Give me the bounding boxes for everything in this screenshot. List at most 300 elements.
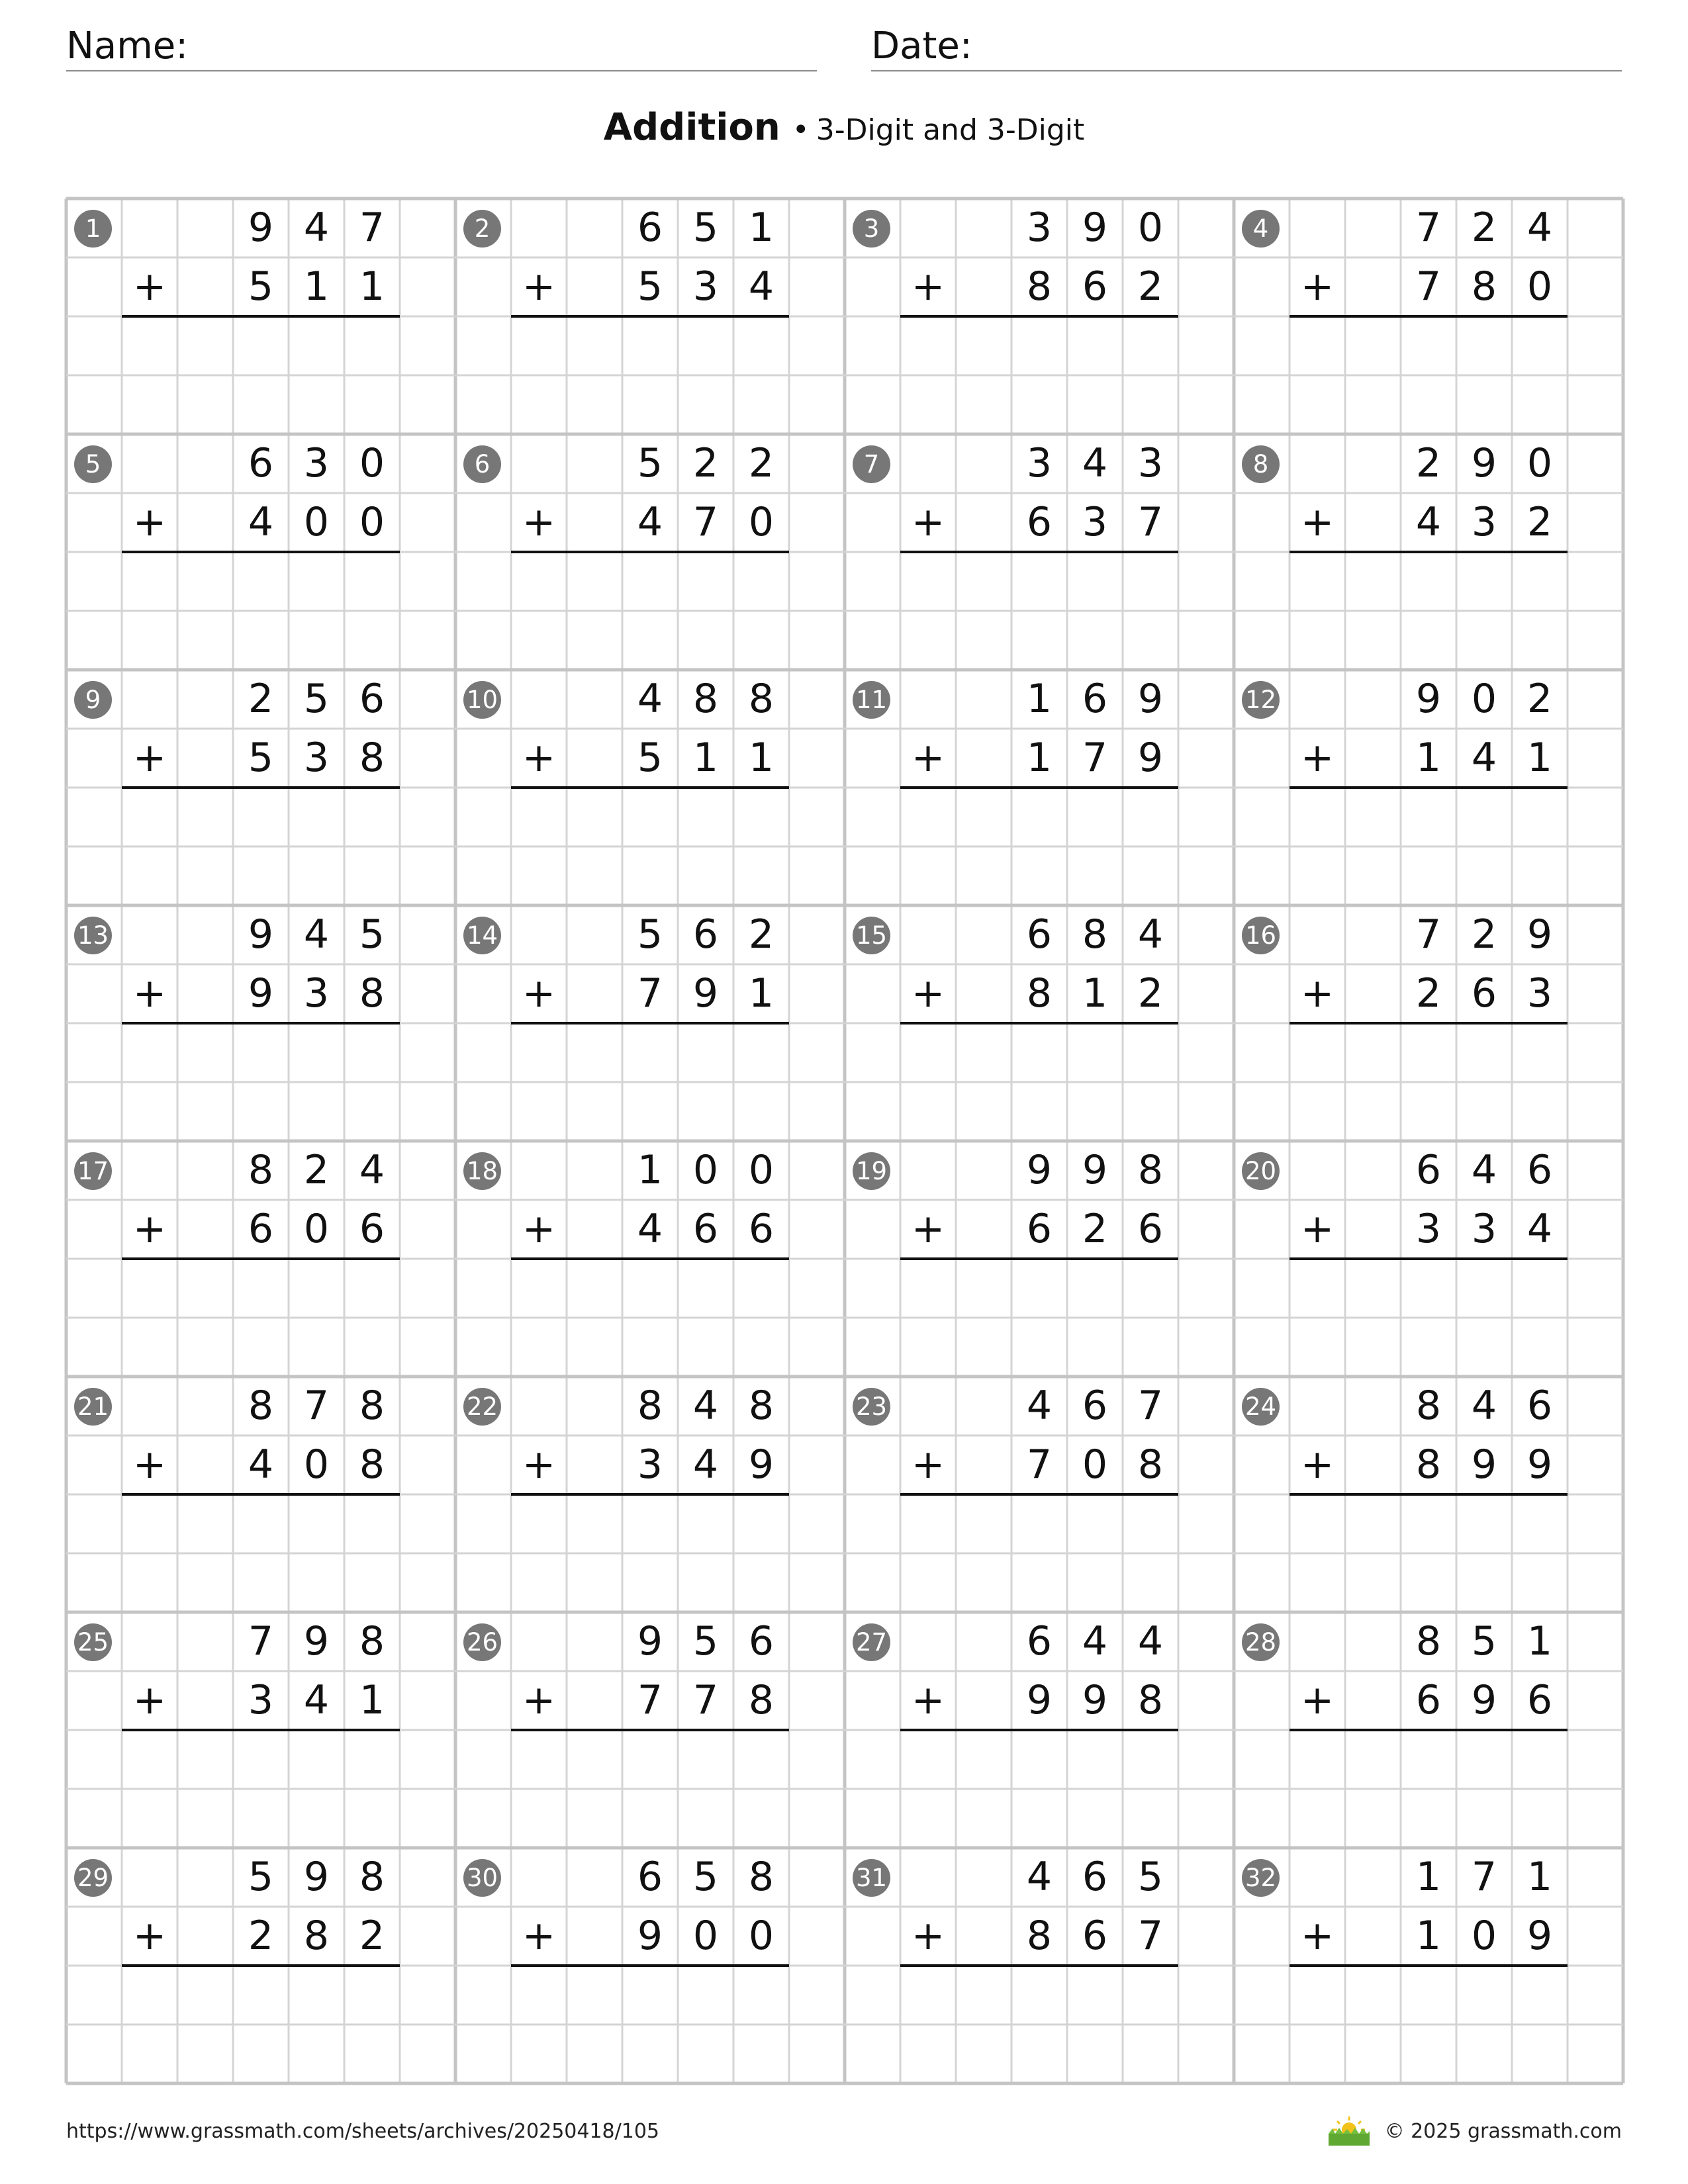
bottom-addend-digit: 2 — [1415, 970, 1442, 1017]
problem — [66, 1377, 455, 1612]
problem-number-badge: 26 — [463, 1623, 501, 1661]
bottom-addend-digit: 8 — [1026, 1913, 1053, 1959]
top-addend-digit: 6 — [748, 1618, 774, 1664]
top-addend-digit: 9 — [1137, 676, 1164, 722]
bottom-addend-digit: 6 — [248, 1206, 274, 1252]
problem — [455, 1848, 845, 2083]
answer-line — [511, 1493, 789, 1496]
plus-sign: + — [1300, 970, 1335, 1017]
plus-sign: + — [911, 735, 945, 781]
footer-url: https://www.grassmath.com/sheets/archives/20250418/105 — [66, 2120, 660, 2143]
top-addend-digit: 3 — [1026, 205, 1053, 251]
bottom-addend-digit: 4 — [692, 1441, 719, 1488]
top-addend-digit: 7 — [1415, 205, 1442, 251]
bottom-addend-digit: 1 — [1026, 735, 1053, 781]
bottom-addend-digit: 8 — [359, 1441, 385, 1488]
problem — [455, 1141, 845, 1377]
bottom-addend-digit: 6 — [1526, 1677, 1553, 1723]
plus-sign: + — [911, 263, 945, 310]
top-addend-digit: 2 — [248, 676, 274, 722]
top-addend-digit: 2 — [1415, 440, 1442, 486]
answer-line — [1289, 315, 1568, 318]
problem — [66, 670, 455, 905]
top-addend-digit: 6 — [1526, 1147, 1553, 1193]
problem-number-badge: 32 — [1242, 1859, 1280, 1897]
plus-sign: + — [1300, 1441, 1335, 1488]
top-addend-digit: 6 — [637, 205, 663, 251]
top-addend-digit: 1 — [748, 205, 774, 251]
plus-sign: + — [911, 1677, 945, 1723]
top-addend-digit: 9 — [1082, 205, 1108, 251]
bottom-addend-digit: 8 — [1137, 1677, 1164, 1723]
bottom-addend-digit: 7 — [637, 1677, 663, 1723]
problem — [1234, 1848, 1623, 2083]
problem — [1234, 199, 1623, 434]
answer-line — [511, 1964, 789, 1967]
plus-sign: + — [522, 735, 556, 781]
top-addend-digit: 3 — [1026, 440, 1053, 486]
plus-sign: + — [132, 970, 167, 1017]
bottom-addend-digit: 6 — [1026, 1206, 1053, 1252]
problem — [455, 434, 845, 670]
top-addend-digit: 2 — [748, 440, 774, 486]
answer-line — [1289, 1022, 1568, 1024]
bottom-addend-digit: 8 — [1471, 263, 1497, 310]
bottom-addend-digit: 1 — [1082, 970, 1108, 1017]
top-addend-digit: 4 — [1026, 1383, 1053, 1429]
problem — [66, 199, 455, 434]
problem-number-badge: 1 — [74, 210, 112, 248]
bottom-addend-digit: 0 — [1471, 1913, 1497, 1959]
bottom-addend-digit: 4 — [637, 499, 663, 545]
problem — [845, 1377, 1234, 1612]
answer-line — [1289, 1493, 1568, 1496]
top-addend-digit: 4 — [1471, 1147, 1497, 1193]
bottom-addend-digit: 4 — [1415, 499, 1442, 545]
plus-sign: + — [132, 735, 167, 781]
bottom-addend-digit: 7 — [637, 970, 663, 1017]
bottom-addend-digit: 9 — [1471, 1677, 1497, 1723]
bottom-addend-digit: 8 — [748, 1677, 774, 1723]
plus-sign: + — [1300, 735, 1335, 781]
plus-sign: + — [132, 263, 167, 310]
problem-number-badge: 16 — [1242, 917, 1280, 954]
bottom-addend-digit: 0 — [1082, 1441, 1108, 1488]
title-separator: • — [792, 113, 810, 147]
bottom-addend-digit: 6 — [1471, 970, 1497, 1017]
problem — [845, 199, 1234, 434]
bottom-addend-digit: 3 — [692, 263, 719, 310]
bottom-addend-digit: 1 — [1415, 735, 1442, 781]
answer-line — [511, 551, 789, 553]
bottom-addend-digit: 0 — [748, 499, 774, 545]
answer-line — [511, 786, 789, 789]
plus-sign: + — [911, 1913, 945, 1959]
answer-line — [122, 551, 400, 553]
bottom-addend-digit: 9 — [1026, 1677, 1053, 1723]
top-addend-digit: 9 — [1471, 440, 1497, 486]
plus-sign: + — [911, 499, 945, 545]
bottom-addend-digit: 0 — [748, 1913, 774, 1959]
top-addend-digit: 8 — [748, 676, 774, 722]
top-addend-digit: 9 — [303, 1854, 330, 1900]
top-addend-digit: 9 — [1026, 1147, 1053, 1193]
problem — [455, 1377, 845, 1612]
plus-sign: + — [522, 1677, 556, 1723]
top-addend-digit: 5 — [359, 911, 385, 958]
problem-number-badge: 12 — [1242, 681, 1280, 719]
top-addend-digit: 7 — [1137, 1383, 1164, 1429]
top-addend-digit: 2 — [1471, 205, 1497, 251]
answer-line — [900, 315, 1178, 318]
top-addend-digit: 8 — [1082, 911, 1108, 958]
bottom-addend-digit: 2 — [359, 1913, 385, 1959]
bottom-addend-digit: 6 — [1415, 1677, 1442, 1723]
answer-line — [900, 1729, 1178, 1731]
answer-line — [900, 786, 1178, 789]
top-addend-digit: 9 — [637, 1618, 663, 1664]
top-addend-digit: 5 — [637, 440, 663, 486]
plus-sign: + — [911, 970, 945, 1017]
top-addend-digit: 6 — [1082, 676, 1108, 722]
bottom-addend-digit: 1 — [748, 970, 774, 1017]
bottom-addend-digit: 4 — [748, 263, 774, 310]
top-addend-digit: 2 — [692, 440, 719, 486]
problem-number-badge: 27 — [853, 1623, 890, 1661]
problem-number-badge: 2 — [463, 210, 501, 248]
top-addend-digit: 4 — [1137, 1618, 1164, 1664]
answer-line — [1289, 1964, 1568, 1967]
problem — [66, 1612, 455, 1848]
answer-line — [122, 315, 400, 318]
top-addend-digit: 8 — [248, 1147, 274, 1193]
answer-line — [900, 1257, 1178, 1260]
bottom-addend-digit: 8 — [1415, 1441, 1442, 1488]
top-addend-digit: 6 — [1526, 1383, 1553, 1429]
problem — [845, 670, 1234, 905]
bottom-addend-digit: 6 — [1082, 1913, 1108, 1959]
bottom-addend-digit: 5 — [248, 735, 274, 781]
bottom-addend-digit: 8 — [1026, 263, 1053, 310]
problem-number-badge: 13 — [74, 917, 112, 954]
top-addend-digit: 7 — [1415, 911, 1442, 958]
problem-number-badge: 4 — [1242, 210, 1280, 248]
top-addend-digit: 8 — [748, 1854, 774, 1900]
answer-line — [1289, 1257, 1568, 1260]
top-addend-digit: 7 — [303, 1383, 330, 1429]
bottom-addend-digit: 3 — [248, 1677, 274, 1723]
top-addend-digit: 1 — [1526, 1618, 1553, 1664]
plus-sign: + — [522, 499, 556, 545]
problem — [455, 905, 845, 1141]
plus-sign: + — [522, 970, 556, 1017]
plus-sign: + — [132, 1206, 167, 1252]
problem — [66, 1848, 455, 2083]
bottom-addend-digit: 6 — [1082, 263, 1108, 310]
top-addend-digit: 8 — [359, 1854, 385, 1900]
top-addend-digit: 9 — [1082, 1147, 1108, 1193]
bottom-addend-digit: 7 — [692, 1677, 719, 1723]
answer-line — [900, 1493, 1178, 1496]
top-addend-digit: 8 — [248, 1383, 274, 1429]
top-addend-digit: 0 — [1526, 440, 1553, 486]
top-addend-digit: 7 — [248, 1618, 274, 1664]
bottom-addend-digit: 8 — [359, 970, 385, 1017]
answer-line — [122, 1729, 400, 1731]
top-addend-digit: 4 — [1026, 1854, 1053, 1900]
top-addend-digit: 6 — [1026, 911, 1053, 958]
bottom-addend-digit: 7 — [1137, 1913, 1164, 1959]
top-addend-digit: 2 — [748, 911, 774, 958]
top-addend-digit: 9 — [1526, 911, 1553, 958]
problem-number-badge: 10 — [463, 681, 501, 719]
top-addend-digit: 5 — [1137, 1854, 1164, 1900]
bottom-addend-digit: 2 — [1137, 970, 1164, 1017]
problem-number-badge: 11 — [853, 681, 890, 719]
answer-line — [122, 1257, 400, 1260]
bottom-addend-digit: 0 — [303, 499, 330, 545]
top-addend-digit: 7 — [359, 205, 385, 251]
top-addend-digit: 5 — [692, 1854, 719, 1900]
plus-sign: + — [911, 1206, 945, 1252]
bottom-addend-digit: 7 — [692, 499, 719, 545]
problem — [66, 434, 455, 670]
problem-number-badge: 31 — [853, 1859, 890, 1897]
problem-number-badge: 17 — [74, 1152, 112, 1190]
top-addend-digit: 4 — [1082, 1618, 1108, 1664]
problem-number-badge: 30 — [463, 1859, 501, 1897]
bottom-addend-digit: 9 — [1471, 1441, 1497, 1488]
plus-sign: + — [1300, 1206, 1335, 1252]
bottom-addend-digit: 6 — [359, 1206, 385, 1252]
bottom-addend-digit: 9 — [637, 1913, 663, 1959]
bottom-addend-digit: 7 — [1026, 1441, 1053, 1488]
top-addend-digit: 5 — [692, 205, 719, 251]
plus-sign: + — [1300, 263, 1335, 310]
problem-number-badge: 5 — [74, 445, 112, 483]
bottom-addend-digit: 4 — [1526, 1206, 1553, 1252]
problem-number-badge: 25 — [74, 1623, 112, 1661]
top-addend-digit: 5 — [248, 1854, 274, 1900]
bottom-addend-digit: 6 — [692, 1206, 719, 1252]
problem-number-badge: 23 — [853, 1388, 890, 1426]
top-addend-digit: 5 — [637, 911, 663, 958]
bottom-addend-digit: 7 — [1415, 263, 1442, 310]
problem — [1234, 1141, 1623, 1377]
problem — [845, 1848, 1234, 2083]
bottom-addend-digit: 5 — [637, 263, 663, 310]
bottom-addend-digit: 9 — [248, 970, 274, 1017]
top-addend-digit: 0 — [1137, 205, 1164, 251]
answer-line — [511, 315, 789, 318]
bottom-addend-digit: 6 — [748, 1206, 774, 1252]
bottom-addend-digit: 4 — [303, 1677, 330, 1723]
top-addend-digit: 4 — [359, 1147, 385, 1193]
date-label: Date: — [871, 24, 972, 68]
problem — [1234, 905, 1623, 1141]
bottom-addend-digit: 4 — [1471, 735, 1497, 781]
bottom-addend-digit: 1 — [359, 1677, 385, 1723]
bottom-addend-digit: 8 — [1137, 1441, 1164, 1488]
top-addend-digit: 6 — [1026, 1618, 1053, 1664]
bottom-addend-digit: 0 — [303, 1441, 330, 1488]
bottom-addend-digit: 9 — [1526, 1913, 1553, 1959]
top-addend-digit: 4 — [1526, 205, 1553, 251]
top-addend-digit: 8 — [1137, 1147, 1164, 1193]
plus-sign: + — [132, 1441, 167, 1488]
plus-sign: + — [132, 1913, 167, 1959]
bottom-addend-digit: 3 — [303, 970, 330, 1017]
problem-number-badge: 6 — [463, 445, 501, 483]
plus-sign: + — [522, 1913, 556, 1959]
problem-number-badge: 7 — [853, 445, 890, 483]
plus-sign: + — [1300, 1677, 1335, 1723]
problem-number-badge: 24 — [1242, 1388, 1280, 1426]
bottom-addend-digit: 3 — [1471, 1206, 1497, 1252]
top-addend-digit: 4 — [1137, 911, 1164, 958]
top-addend-digit: 8 — [1415, 1383, 1442, 1429]
top-addend-digit: 4 — [637, 676, 663, 722]
answer-line — [900, 551, 1178, 553]
problem-number-badge: 29 — [74, 1859, 112, 1897]
answer-line — [900, 1964, 1178, 1967]
top-addend-digit: 6 — [637, 1854, 663, 1900]
bottom-addend-digit: 9 — [1526, 1441, 1553, 1488]
bottom-addend-digit: 3 — [1471, 499, 1497, 545]
bottom-addend-digit: 1 — [748, 735, 774, 781]
bottom-addend-digit: 2 — [1137, 263, 1164, 310]
top-addend-digit: 9 — [248, 205, 274, 251]
problem — [845, 1141, 1234, 1377]
bottom-addend-digit: 7 — [1082, 735, 1108, 781]
top-addend-digit: 6 — [359, 676, 385, 722]
title-main: Addition — [603, 106, 780, 149]
problem-number-badge: 14 — [463, 917, 501, 954]
answer-line — [1289, 1729, 1568, 1731]
problem-number-badge: 18 — [463, 1152, 501, 1190]
top-addend-digit: 8 — [637, 1383, 663, 1429]
bottom-addend-digit: 8 — [359, 735, 385, 781]
problem-number-badge: 21 — [74, 1388, 112, 1426]
plus-sign: + — [522, 1206, 556, 1252]
top-addend-digit: 5 — [303, 676, 330, 722]
problem — [1234, 670, 1623, 905]
top-addend-digit: 9 — [1415, 676, 1442, 722]
grassmath-logo-icon — [1326, 2115, 1372, 2147]
bottom-addend-digit: 5 — [248, 263, 274, 310]
problem-number-badge: 20 — [1242, 1152, 1280, 1190]
problem — [1234, 434, 1623, 670]
problem — [845, 905, 1234, 1141]
top-addend-digit: 6 — [1415, 1147, 1442, 1193]
footer-copyright: © 2025 grassmath.com — [1384, 2120, 1622, 2143]
top-addend-digit: 8 — [692, 676, 719, 722]
top-addend-digit: 8 — [359, 1383, 385, 1429]
problem-number-badge: 3 — [853, 210, 890, 248]
bottom-addend-digit: 8 — [303, 1913, 330, 1959]
bottom-addend-digit: 7 — [1137, 499, 1164, 545]
plus-sign: + — [1300, 1913, 1335, 1959]
bottom-addend-digit: 3 — [303, 735, 330, 781]
bottom-addend-digit: 5 — [637, 735, 663, 781]
problem — [1234, 1612, 1623, 1848]
bottom-addend-digit: 9 — [1137, 735, 1164, 781]
answer-line — [511, 1022, 789, 1024]
bottom-addend-digit: 3 — [637, 1441, 663, 1488]
plus-sign: + — [911, 1441, 945, 1488]
bottom-addend-digit: 0 — [1526, 263, 1553, 310]
bottom-addend-digit: 1 — [303, 263, 330, 310]
answer-line — [122, 786, 400, 789]
bottom-addend-digit: 1 — [359, 263, 385, 310]
bottom-addend-digit: 2 — [1082, 1206, 1108, 1252]
bottom-addend-digit: 6 — [1137, 1206, 1164, 1252]
top-addend-digit: 7 — [1471, 1854, 1497, 1900]
top-addend-digit: 4 — [303, 205, 330, 251]
answer-line — [900, 1022, 1178, 1024]
answer-line — [122, 1493, 400, 1496]
plus-sign: + — [1300, 499, 1335, 545]
top-addend-digit: 6 — [1082, 1383, 1108, 1429]
top-addend-digit: 5 — [692, 1618, 719, 1664]
top-addend-digit: 6 — [248, 440, 274, 486]
problem — [455, 670, 845, 905]
bottom-addend-digit: 6 — [1026, 499, 1053, 545]
bottom-addend-digit: 4 — [248, 499, 274, 545]
top-addend-digit: 1 — [1415, 1854, 1442, 1900]
top-addend-digit: 1 — [637, 1147, 663, 1193]
answer-line — [511, 1729, 789, 1731]
top-addend-digit: 2 — [1526, 676, 1553, 722]
top-addend-digit: 6 — [1082, 1854, 1108, 1900]
bottom-addend-digit: 9 — [1082, 1677, 1108, 1723]
problem-number-badge: 19 — [853, 1152, 890, 1190]
top-addend-digit: 0 — [359, 440, 385, 486]
plus-sign: + — [132, 499, 167, 545]
problem — [66, 1141, 455, 1377]
top-addend-digit: 1 — [1526, 1854, 1553, 1900]
top-addend-digit: 6 — [692, 911, 719, 958]
title-subtitle: 3-Digit and 3-Digit — [816, 113, 1085, 147]
top-addend-digit: 0 — [692, 1147, 719, 1193]
name-label: Name: — [66, 24, 189, 68]
answer-line — [1289, 786, 1568, 789]
top-addend-digit: 4 — [692, 1383, 719, 1429]
top-addend-digit: 4 — [1471, 1383, 1497, 1429]
problem — [455, 199, 845, 434]
bottom-addend-digit: 2 — [248, 1913, 274, 1959]
top-addend-digit: 8 — [359, 1618, 385, 1664]
problem — [845, 1612, 1234, 1848]
bottom-addend-digit: 3 — [1415, 1206, 1442, 1252]
bottom-addend-digit: 1 — [692, 735, 719, 781]
top-addend-digit: 4 — [303, 911, 330, 958]
plus-sign: + — [522, 1441, 556, 1488]
top-addend-digit: 8 — [1415, 1618, 1442, 1664]
top-addend-digit: 0 — [1471, 676, 1497, 722]
problem-number-badge: 9 — [74, 681, 112, 719]
bottom-addend-digit: 9 — [748, 1441, 774, 1488]
bottom-addend-digit: 3 — [1082, 499, 1108, 545]
bottom-addend-digit: 8 — [1026, 970, 1053, 1017]
top-addend-digit: 9 — [303, 1618, 330, 1664]
bottom-addend-digit: 4 — [248, 1441, 274, 1488]
bottom-addend-digit: 0 — [303, 1206, 330, 1252]
top-addend-digit: 1 — [1026, 676, 1053, 722]
top-addend-digit: 3 — [303, 440, 330, 486]
problem — [66, 905, 455, 1141]
bottom-addend-digit: 2 — [1526, 499, 1553, 545]
